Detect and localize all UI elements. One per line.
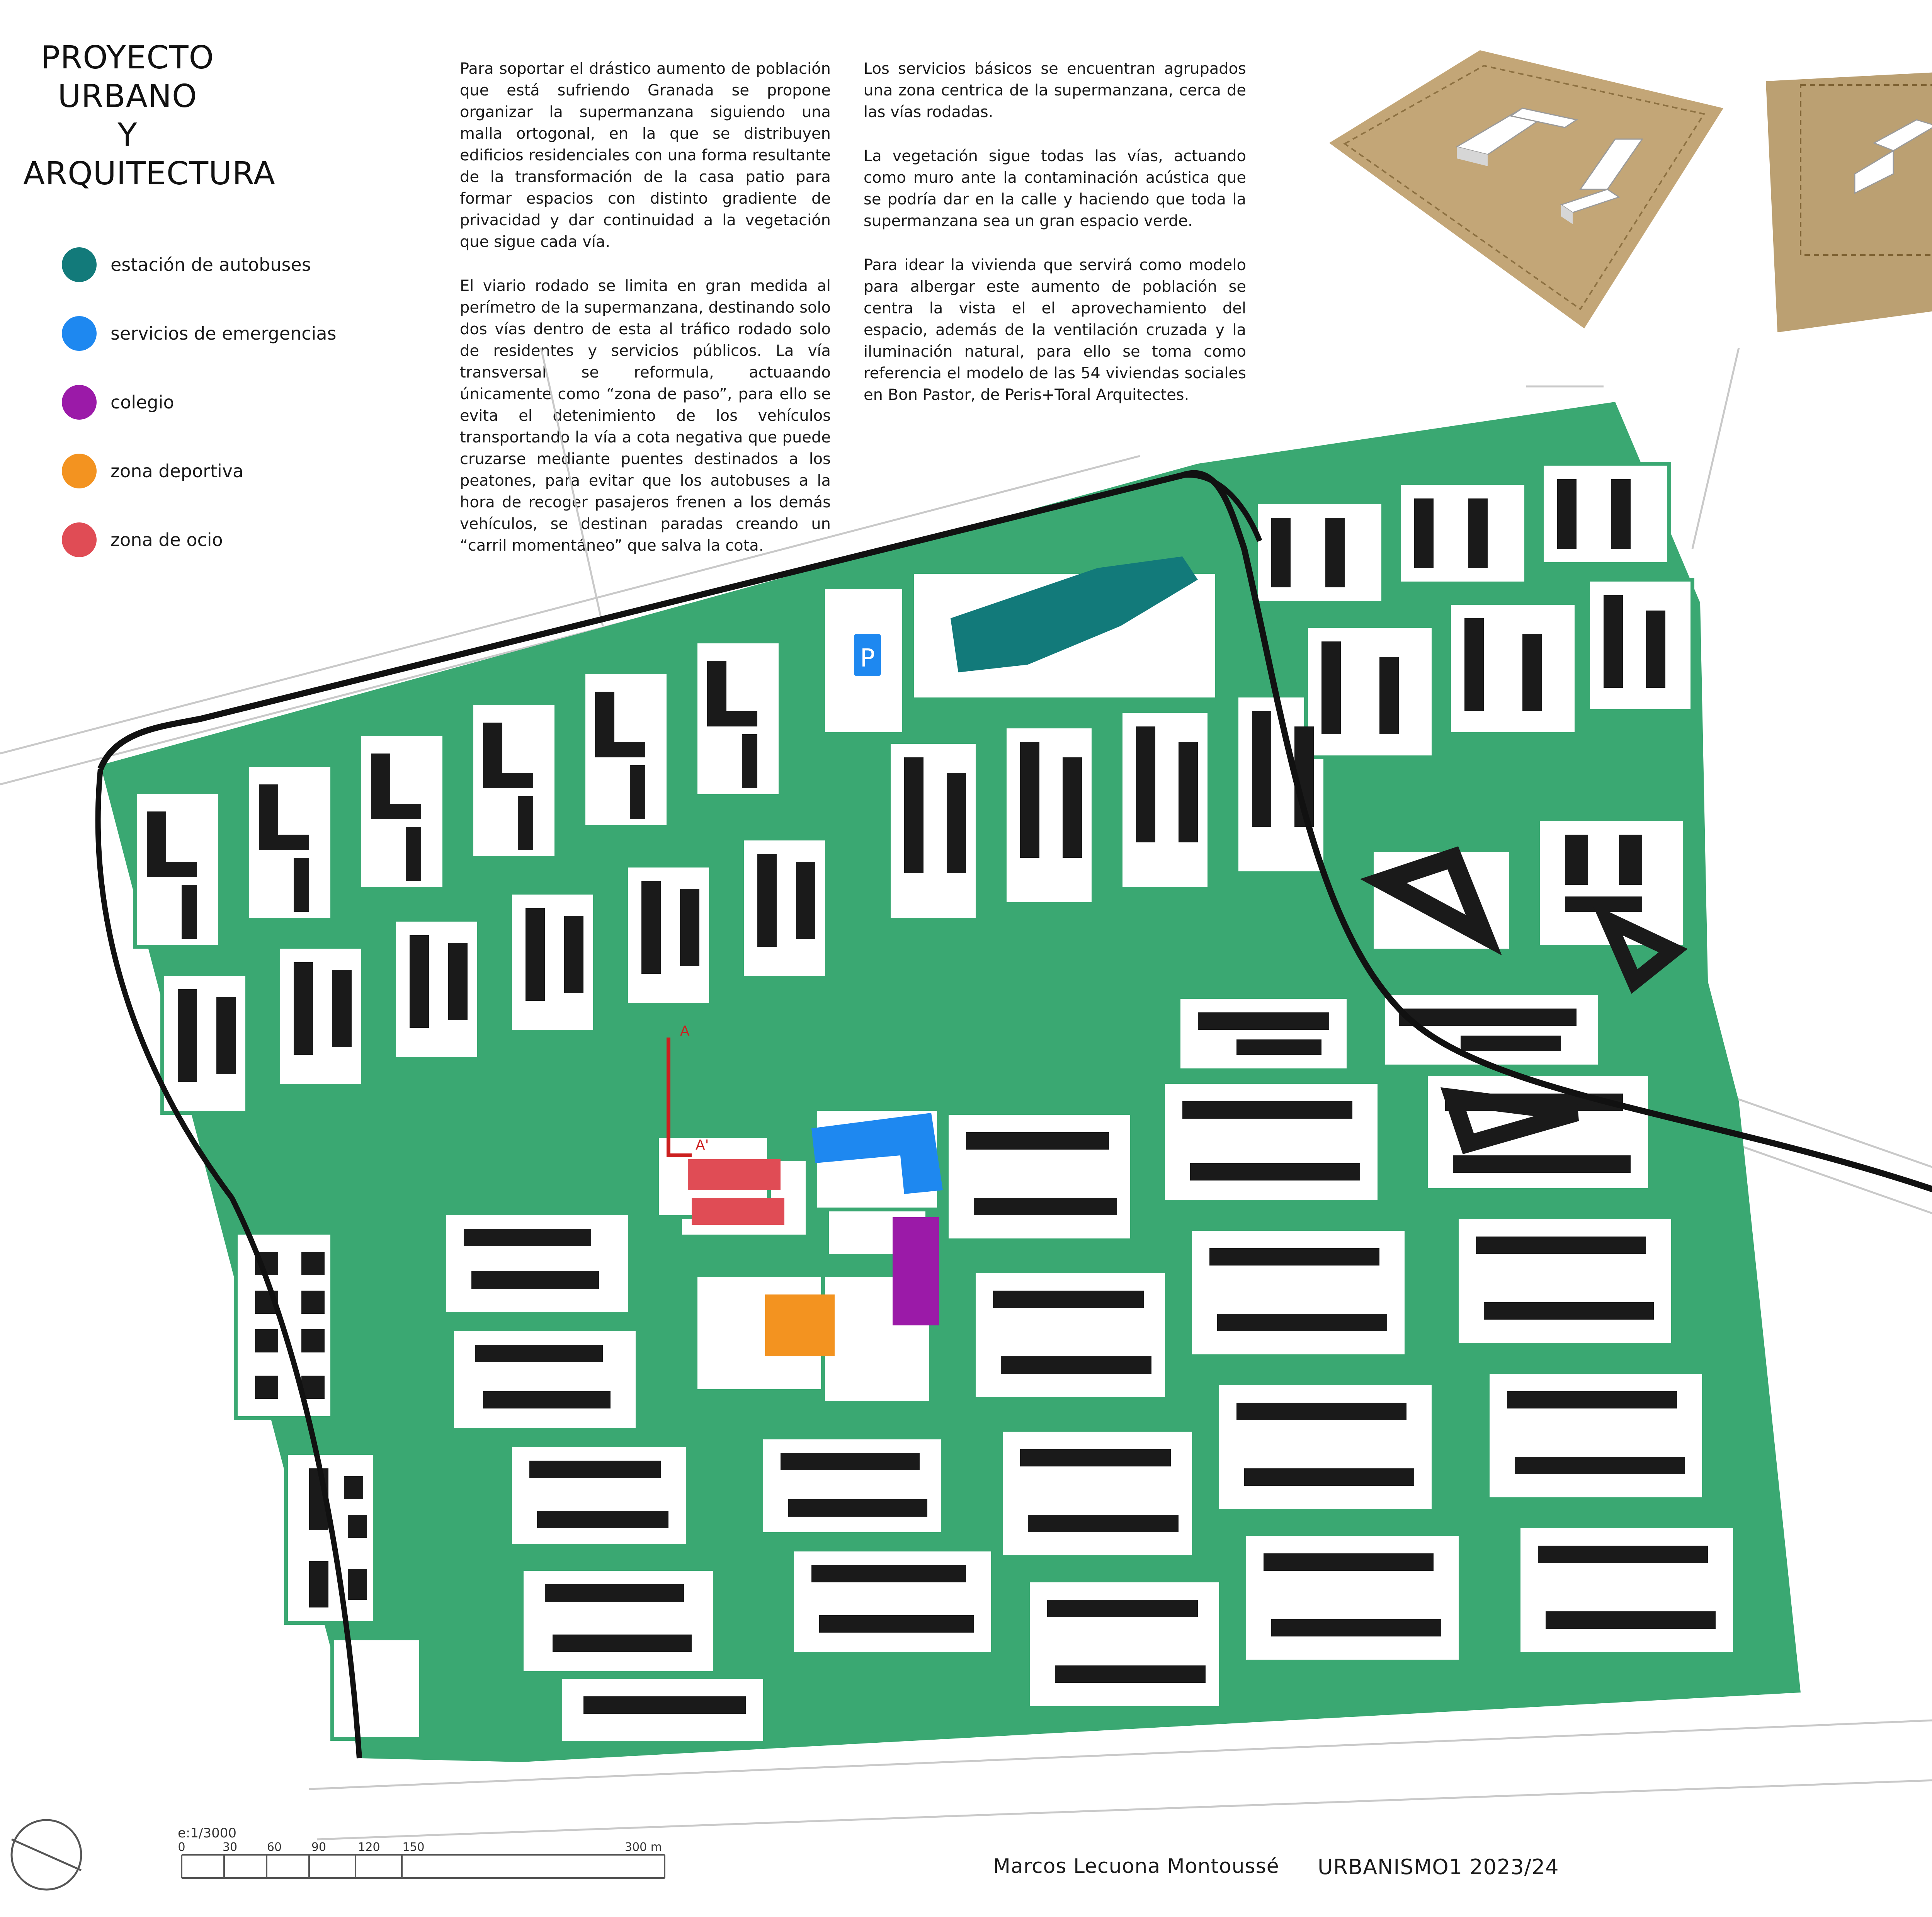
paragraph: Para soportar el drástico aumento de población que está sufriendo Granada se propone organizar la supermanzana siguiendo una malla ortogonal, en la que se distribuyen edificios residenciales con una forma resultante de la transformación de la casa patio para formar espacios con distinto gradiente de privacidad y dar continuidad a la vegetación que sigue cada vía.	[460, 60, 831, 251]
legend-label: zona de ocio	[111, 529, 223, 550]
legend-label: servicios de emergencias	[111, 323, 337, 344]
scale-tick: 0	[178, 1840, 185, 1854]
emergency-services-dot-icon	[62, 316, 97, 351]
scale-tick: 30	[222, 1840, 238, 1854]
scale-tick: 300 m	[624, 1840, 662, 1854]
leisure-zone	[692, 1198, 784, 1225]
course-label: URBANISMO1 2023/24	[1318, 1855, 1559, 1879]
legend-label: colegio	[111, 392, 174, 413]
cardboard-base	[1329, 50, 1723, 328]
north-arrow-needle	[12, 1839, 81, 1870]
scale-tick: 90	[311, 1840, 327, 1854]
paragraph: La vegetación sigue todas las vías, actuando como muro ante la contaminación acústica que se podría dar en la calle y haciendo que toda la supermanzana sea un gran espacio verde.	[864, 147, 1246, 230]
sports-zone	[765, 1294, 835, 1356]
title-line-3: ARQUITECTURA	[23, 155, 276, 192]
section-label-a-prime: A'	[696, 1137, 709, 1153]
legend-item-bus-station	[62, 247, 311, 282]
legend-item-emergency-services	[62, 316, 337, 351]
cardboard-base	[1766, 62, 1932, 332]
legend-label: estación de autobuses	[111, 254, 311, 275]
model-photo-2	[1754, 58, 1932, 336]
page-title	[23, 39, 276, 193]
scale-tick: 120	[358, 1840, 380, 1854]
title-line-1: PROYECTO URBANO	[41, 39, 214, 115]
section-label-a: A	[680, 1023, 690, 1039]
scale-tick: 60	[267, 1840, 282, 1854]
parking-letter: P	[860, 644, 875, 673]
paragraph: Para idear la vivienda que servirá como modelo para albergar este aumento de población se centra la vista el el aprovechamiento del espacio, además de la ventilación cruzada y la iluminación natural, para ello se toma como referencia el modelo de las 54 viviendas sociales en Bon Pastor, de Peris+Toral Arquitectes.	[864, 256, 1246, 404]
school	[893, 1217, 939, 1325]
plan-scale-label: e:1/3000	[178, 1825, 236, 1841]
paragraph: El viario rodado se limita en gran medida al perímetro de la supermanzana, destinando solo dos vías dentro de esta al tráfico rodado solo de residentes y servicios públicos. La vía transversal se reformula, actuaando únicamente como “zona de paso”, para ello se evita el detenimiento de los vehículos transportando la vía a cota negativa que puede cruzarse mediante puentes destinados a los peatones, para evitar que los autobuses a la hora de recoger pasajeros frenen a los demás vehículos, se destinan paradas creando un “carril momentáneo” que salva la cota.	[460, 277, 831, 555]
bus-station-dot-icon	[62, 247, 97, 282]
legend-label: zona deportiva	[111, 461, 244, 481]
author-name: Marcos Lecuona Montoussé	[993, 1855, 1279, 1878]
paragraph: Los servicios básicos se encuentran agrupados una zona centrica de la supermanzana, cerca de las vías rodadas.	[864, 60, 1246, 121]
model-photo-1	[1314, 43, 1727, 336]
title-line-2: Y	[117, 117, 138, 153]
leisure-zone	[688, 1159, 781, 1190]
masterplan-drawing	[0, 348, 1932, 1917]
scale-tick: 150	[402, 1840, 425, 1854]
plan-scale-bar	[182, 1855, 665, 1878]
